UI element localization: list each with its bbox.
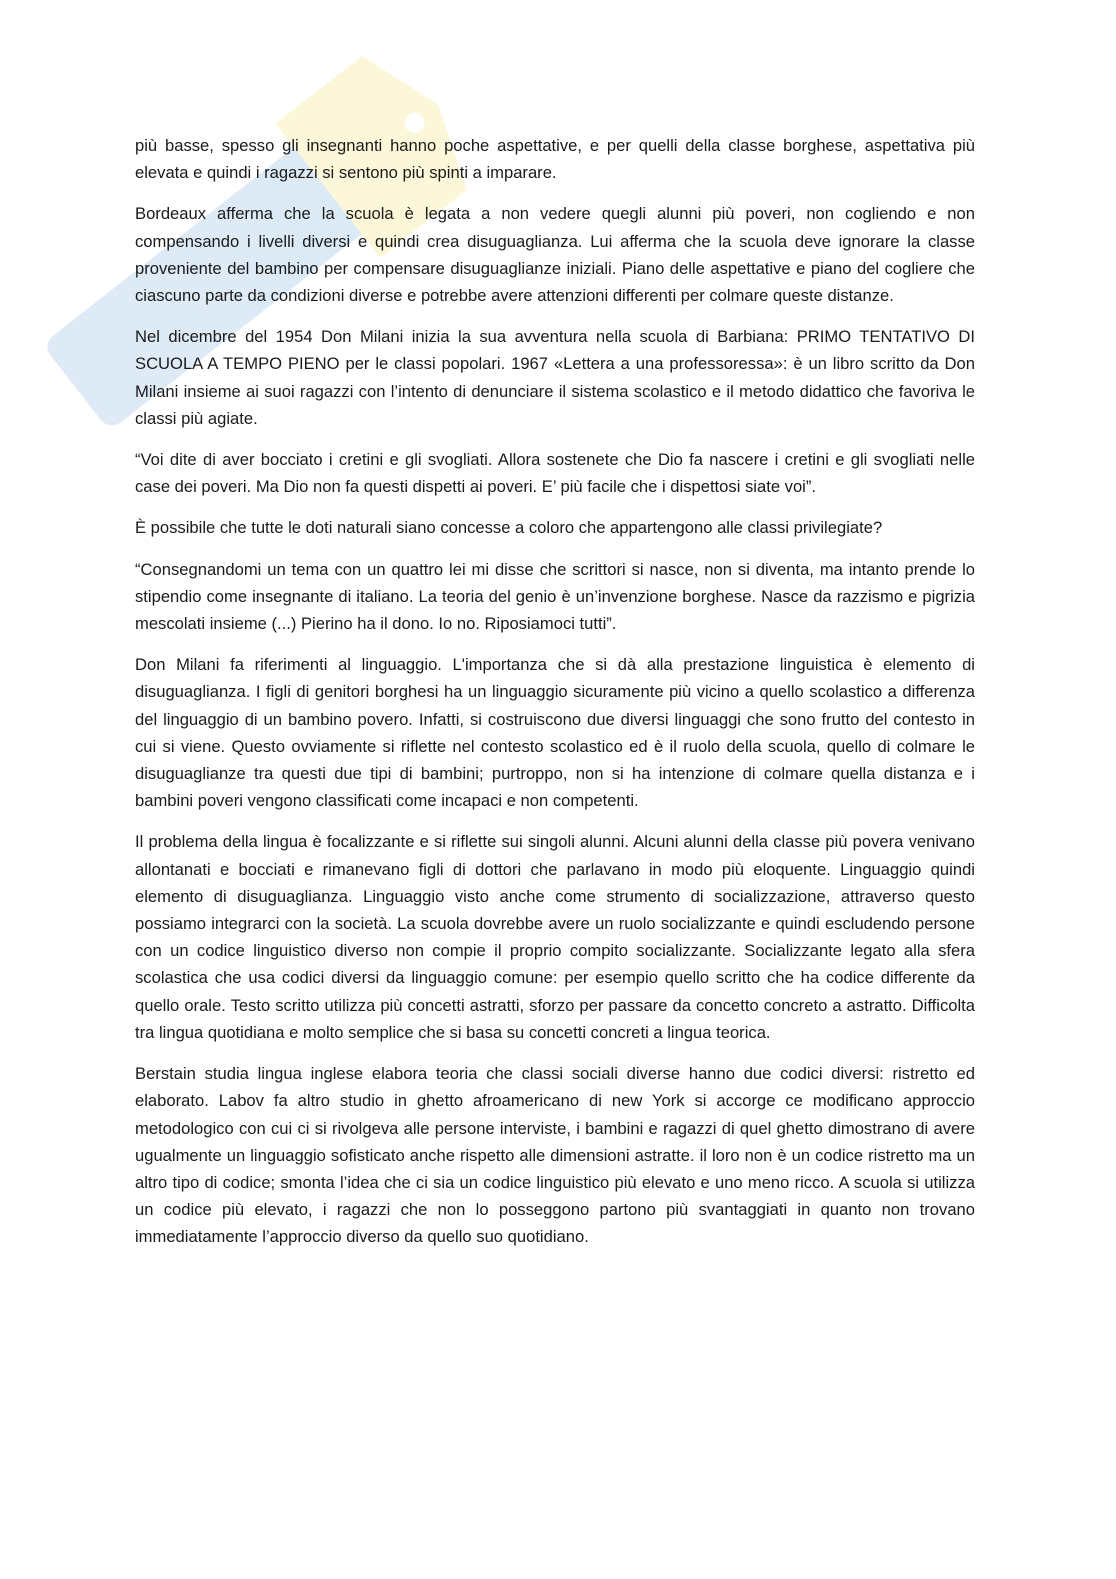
paragraph: Bordeaux afferma che la scuola è legata a non vedere quegli alunni più poveri, non cogliendo e non compensando i livelli diversi e quindi crea disuguaglianza. Lui afferma che la scuola deve ignorare la classe proveniente del bambino per compensare disuguaglianze iniziali. Piano delle aspettative e piano del cogliere che ciascuno parte da condizioni diverse e potrebbe avere attenzioni differenti per colmare queste distanze. xyxy=(135,204,975,306)
paragraph: Nel dicembre del 1954 Don Milani inizia la sua avventura nella scuola di Barbiana: PRIMO TENTATIVO DI SCUOLA A TEMPO PIENO per le classi popolari. 1967 «Lettera a una professoressa»: è un libro scritto da Don Milani insieme ai suoi ragazzi con l’intento di denunciare il sistema scolastico e il metodo didattico che favoriva le classi più agiate. xyxy=(135,327,975,428)
paragraph: Il problema della lingua è focalizzante e si riflette sui singoli alunni. Alcuni alunni della classe più povera venivano allontanati e bocciati e rimanevano figli di dottori che parlavano in modo più eloquente. Linguaggio quindi elemento di disuguaglianza. Linguaggio visto anche come strumento di socializzazione, attraverso questo possiamo integrarci con la società. La scuola dovrebbe avere un ruolo socializzante e quindi escludendo persone con un codice linguistico diverso non compie il proprio compito socializzante. Socializzante legato alla sfera scolastica che usa codici diversi da linguaggio comune: per esempio quello scritto che ha codice differente da quello orale. Testo scritto utilizza più concetti astratti, sforzo per passare da concetto concreto a astratto. Difficolta tra lingua quotidiana e molto semplice che si basa su concetti concreti a lingua teorica. xyxy=(135,832,975,1042)
paragraph: “Consegnandomi un tema con un quattro lei mi disse che scrittori si nasce, non si diventa, ma intanto prende lo stipendio come insegnante di italiano. La teoria del genio è un’invenzione borghese. Nasce da razzismo e pigrizia mescolati insieme (...) Pierino ha il dono. Io no. Riposiamoci tutti”. xyxy=(135,559,975,634)
document-text xyxy=(135,132,975,1265)
paragraph: più basse, spesso gli insegnanti hanno poche aspettative, e per quelli della classe borghese, aspettativa più elevata e quindi i ragazzi si sentono più spinti a imparare. xyxy=(135,136,975,183)
paragraph: Berstain studia lingua inglese elabora teoria che classi sociali diverse hanno due codici diversi: ristretto ed elaborato. Labov fa altro studio in ghetto afroamericano di new York si accorge ce modificano approccio metodologico con cui ci si rivolgeva alle persone interviste, i bambini e ragazzi di quel ghetto dimostrano di avere ugualmente un linguaggio sofisticato anche rispetto alle dimensioni astratte. il loro non è un codice ristretto ma un altro tipo di codice; smonta l’idea che ci sia un codice linguistico più elevato e uno meno ricco. A scuola si utilizza un codice più elevato, i ragazzi che non lo posseggono partono più svantaggiati in quanto non trovano immediatamente l’approccio diverso da quello suo quotidiano. xyxy=(135,1064,975,1247)
paragraph: “Voi dite di aver bocciato i cretini e gli svogliati. Allora sostenete che Dio fa nascere i cretini e gli svogliati nelle case dei poveri. Ma Dio non fa questi dispetti ai poveri. E’ più facile che i dispettosi siate voi”. xyxy=(135,450,975,497)
paragraph: Don Milani fa riferimenti al linguaggio. L'importanza che si dà alla prestazione linguistica è elemento di disuguaglianza. I figli di genitori borghesi ha un linguaggio sicuramente più vicino a quello scolastico a differenza del linguaggio di un bambino povero. Infatti, si costruiscono due diversi linguaggi che sono frutto del contesto in cui si viene. Questo ovviamente si riflette nel contesto scolastico ed è il ruolo della scuola, quello di colmare le disuguaglianze tra questi due tipi di bambini; purtroppo, non si ha intenzione di colmare quella distanza e i bambini poveri vengono classificati come incapaci e non competenti. xyxy=(135,655,975,811)
paragraph: È possibile che tutte le doti naturali siano concesse a coloro che appartengono alle classi privilegiate? xyxy=(135,518,883,538)
